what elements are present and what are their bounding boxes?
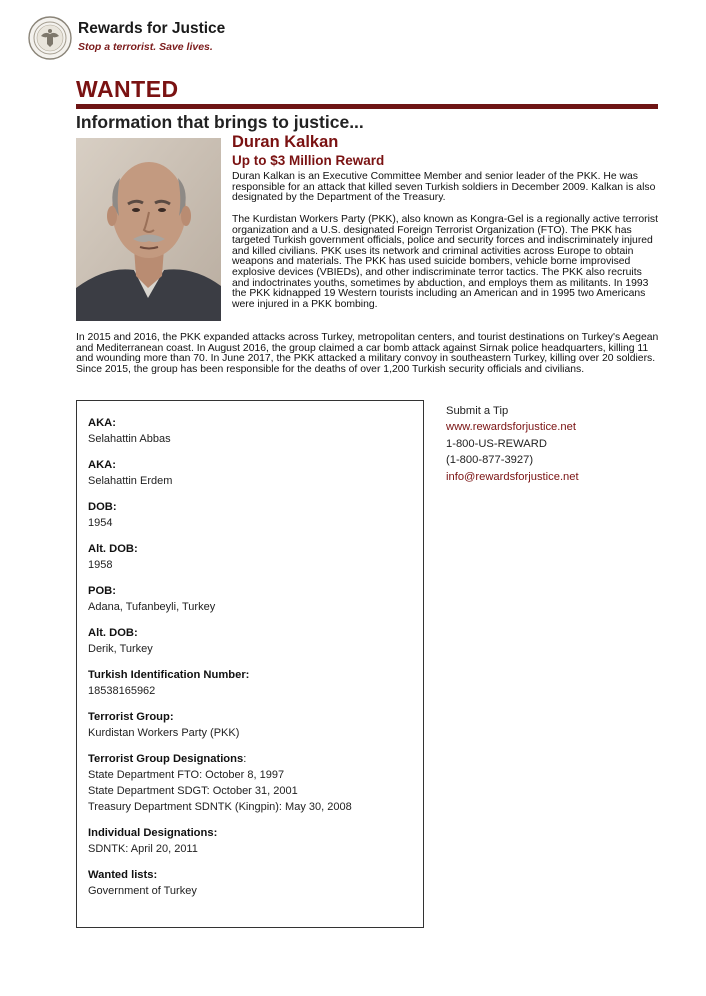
attacks-paragraph: In 2015 and 2016, the PKK expanded attacks across Turkey, metropolitan centers, and tourist destinations on Turkey's Aegean and Mediterranean coast. In August 2016, the group claimed a car bomb attack against Sirnak police headquarters, killing 11 and wounding more than 70. In June 2017, the PKK attacked a military convoy in southeastern Turkey, killing over 20 soldiers. Since 2015, the group has been responsible for the deaths of over 1,200 Turkish security officials and civilians. (76, 332, 659, 375)
field-label: Wanted lists: (88, 869, 158, 881)
field-value: 18538165962 (88, 685, 156, 697)
individual-designations-field (88, 825, 423, 857)
field-label (88, 751, 423, 767)
field-label: DOB: (88, 501, 117, 513)
field-value: SDNTK: April 20, 2011 (88, 843, 198, 855)
tin-field (88, 667, 423, 699)
field-value: Derik, Turkey (88, 643, 153, 655)
header-divider (76, 104, 658, 109)
dob-field (88, 499, 423, 531)
field-value: Government of Turkey (88, 885, 197, 897)
state-department-seal-icon (28, 16, 72, 60)
terrorist-group-field (88, 709, 423, 741)
field-label: Alt. DOB: (88, 543, 138, 555)
wanted-heading: WANTED (76, 76, 179, 102)
field-label: Individual Designations: (88, 827, 218, 839)
field-label-colon: : (243, 753, 247, 765)
alt-dob-field (88, 541, 423, 573)
field-label: AKA: (88, 417, 116, 429)
details-box (76, 400, 424, 928)
field-value: Selahattin Erdem (88, 475, 173, 487)
field-label: POB: (88, 585, 116, 597)
field-label-text: Terrorist Group Designations (88, 753, 244, 765)
brand-tagline: Stop a terrorist. Save lives. (78, 41, 213, 53)
aka-field (88, 457, 423, 489)
wanted-lists-field (88, 867, 423, 899)
submit-tip-label: Submit a Tip (446, 405, 509, 417)
field-value: 1958 (88, 559, 113, 571)
designation-line: State Department FTO: October 8, 1997 (88, 769, 285, 781)
website-link[interactable]: www.rewardsforjustice.net (446, 421, 576, 434)
field-value: Adana, Tufanbeyli, Turkey (88, 601, 216, 613)
aka-field (88, 415, 423, 447)
field-value: 1954 (88, 517, 113, 529)
group-designations-field (88, 751, 423, 815)
alt-dob-field (88, 625, 423, 657)
tip-phone[interactable]: 1-800-US-REWARD (446, 437, 547, 450)
designation-line: State Department SDGT: October 31, 2001 (88, 785, 298, 797)
field-label: Alt. DOB: (88, 627, 138, 639)
subject-name: Duran Kalkan (232, 133, 339, 151)
field-value (88, 767, 423, 815)
email-link[interactable]: info@rewardsforjustice.net (446, 470, 579, 483)
field-label: Turkish Identification Number: (88, 669, 250, 681)
subject-photo (76, 138, 221, 321)
brand-title: Rewards for Justice (78, 20, 226, 37)
reward-amount: Up to $3 Million Reward (232, 153, 385, 168)
bio-paragraph: Duran Kalkan is an Executive Committee Member and senior leader of the PKK. He was responsible for an attack that killed seven Turkish soldiers in December 2009. Kalkan is also designated by the Department of the Treasury. (232, 171, 656, 204)
field-value: Selahattin Abbas (88, 433, 171, 445)
pkk-paragraph: The Kurdistan Workers Party (PKK), also known as Kongra-Gel is a regionally active terrorist organization and a U.S. designated Foreign Terrorist Organization (FTO). The PKK has targeted Turkish government officials, police and security forces and indiscriminately injured and killed civilians. PKK uses its network and criminal activities across Europe to obtain weapons and materials. The PKK has used suicide bombers, vehicle borne improvised explosive devices (VBIEDs), and other indiscriminate terror tactics. The PKK also recruits and indoctrinates youths, sometimes by abduction, and employs them as militants. In 1993 the PKK kidnapped 19 Western tourists including an American and in 1995 two Americans were injured in a PKK bombing. (232, 214, 658, 310)
field-label: Terrorist Group: (88, 711, 174, 723)
designation-line: Treasury Department SDNTK (Kingpin): May 30, 2008 (88, 801, 352, 813)
field-value: Kurdistan Workers Party (PKK) (88, 727, 240, 739)
field-label: AKA: (88, 459, 116, 471)
pob-field (88, 583, 423, 615)
submit-tip-section (446, 403, 579, 485)
tip-phone-digits: (1-800-877-3927) (446, 454, 534, 467)
page-subtitle: Information that brings to justice... (76, 112, 364, 132)
